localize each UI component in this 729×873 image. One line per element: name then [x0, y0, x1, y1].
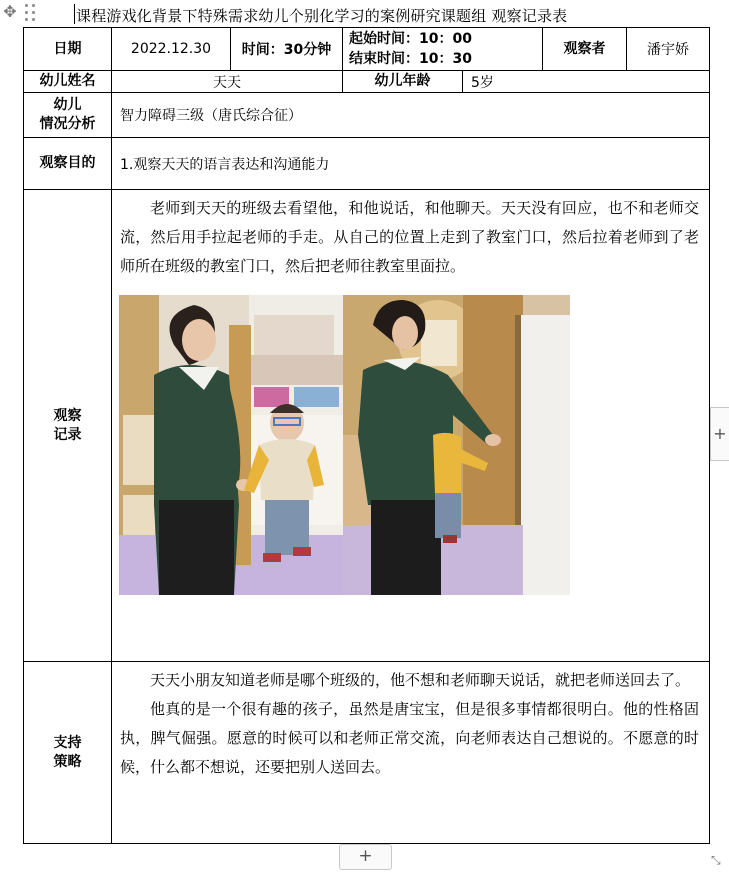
child-name-label: 幼儿姓名 — [24, 71, 112, 93]
observer-value[interactable]: 潘宇娇 — [627, 28, 710, 71]
situation-value[interactable]: 智力障碍三级（唐氏综合征） — [112, 93, 710, 138]
observation-photos — [119, 295, 570, 595]
start-time-label: 起始时间： — [349, 31, 419, 47]
resize-icon[interactable]: ⤡ — [711, 853, 721, 867]
end-time-row — [349, 49, 542, 69]
date-label: 日期 — [24, 28, 112, 71]
support-text-1: 天天小朋友知道老师是哪个班级的，他不想和老师聊天说话，就把老师送回去了。 — [150, 671, 691, 689]
record-text: 老师到天天的班级去看望他，和他说话，和他聊天。天天没有回应，也不和老师交流，然后用手拉起老师的手走。从自己的位置上走到了教室门口，然后拉着老师到了老师所在班级的教室门口，然后把老师往教室里面拉。 — [120, 199, 699, 275]
end-time-label: 结束时间： — [349, 51, 419, 67]
situation-label: 幼儿 情况分析 — [24, 93, 112, 138]
time-range[interactable] — [343, 28, 543, 71]
child-name-value[interactable]: 天天 — [112, 71, 343, 93]
photo-classroom[interactable] — [119, 295, 343, 595]
table-move-icon[interactable]: ✥ — [3, 2, 17, 21]
text-cursor — [74, 4, 75, 24]
purpose-value[interactable]: 1.观察天天的语言表达和沟通能力 — [112, 138, 710, 190]
add-row-button[interactable]: + — [339, 844, 392, 870]
support-label: 支持 策略 — [24, 662, 112, 844]
drag-handle-icon[interactable] — [24, 2, 38, 24]
add-column-button[interactable]: + — [710, 407, 729, 461]
observation-table — [23, 27, 710, 844]
date-value[interactable]: 2022.12.30 — [112, 28, 231, 71]
duration-value[interactable]: 时间：30分钟 — [231, 28, 343, 71]
observer-label: 观察者 — [543, 28, 627, 71]
support-content[interactable] — [112, 662, 710, 844]
record-content[interactable] — [112, 190, 710, 662]
page-title: 课程游戏化背景下特殊需求幼儿个别化学习的案例研究课题组 观察记录表 — [76, 7, 568, 25]
support-text-2: 他真的是一个很有趣的孩子，虽然是唐宝宝，但是很多事情都很明白。他的性格固执，脾气倔强。愿意的时候可以和老师正常交流，向老师表达自己想说的。不愿意的时候，什么都不想说，还要把别人送回去。 — [120, 700, 699, 776]
purpose-label: 观察目的 — [24, 138, 112, 190]
end-time-value: 10：30 — [419, 51, 472, 67]
child-age-label: 幼儿年龄 — [343, 71, 463, 93]
child-age-value[interactable]: 5岁 — [463, 71, 710, 93]
photo-doorway[interactable] — [343, 295, 570, 595]
start-time-row — [349, 29, 542, 49]
start-time-value: 10：00 — [419, 31, 472, 47]
record-label: 观察 记录 — [24, 190, 112, 662]
